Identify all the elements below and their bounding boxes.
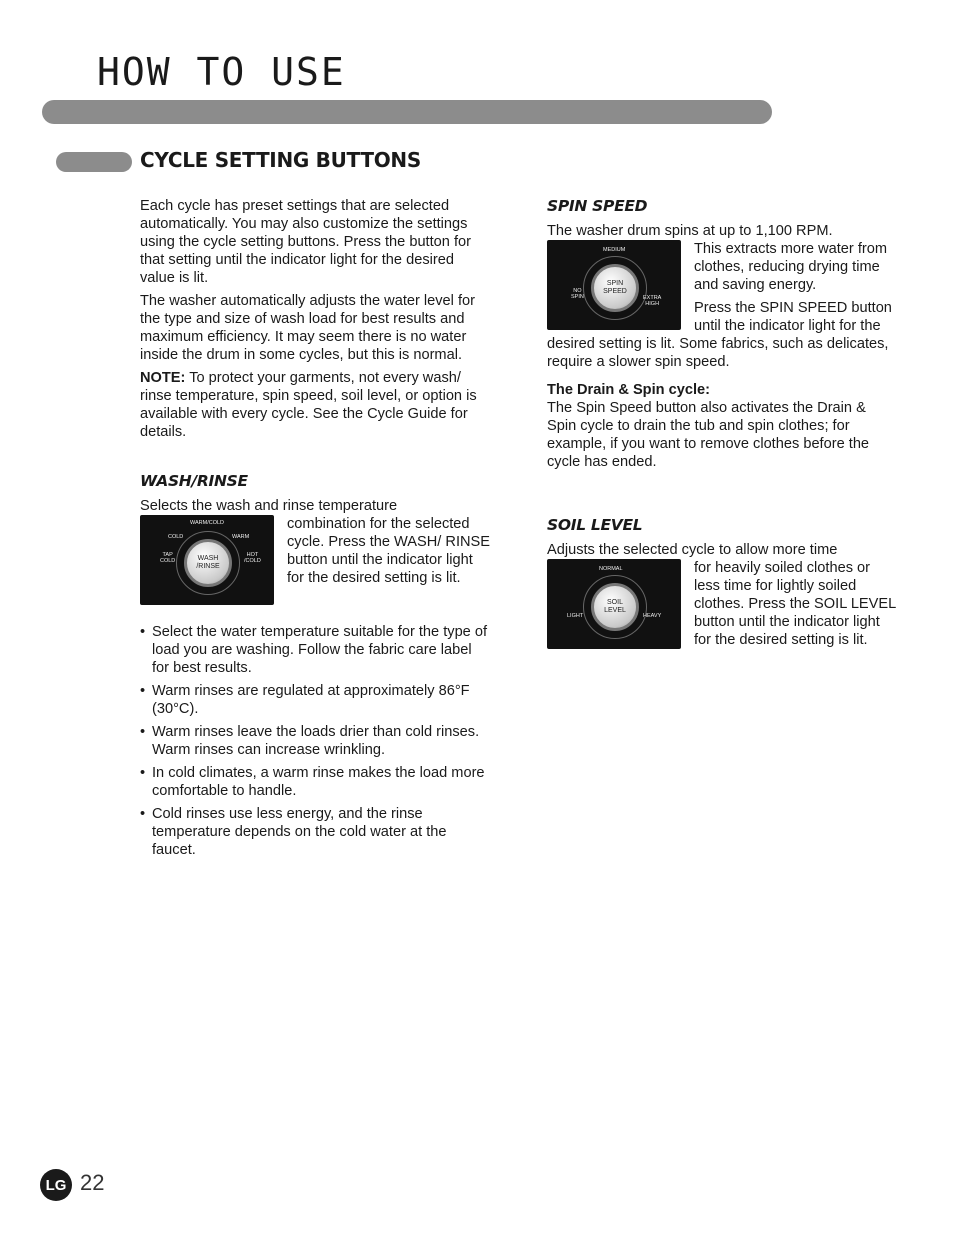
spin-label-left: NO SPIN <box>571 288 584 300</box>
wash-rinse-heading: WASH/RINSE <box>140 472 248 490</box>
note-paragraph <box>140 369 492 441</box>
bullet-item: • Warm rinses leave the loads drier than cold rinses. Warm rinses can increase wrinkling. <box>152 723 492 759</box>
spin-speed-lead: The washer drum spins at up to 1,100 RPM. <box>547 223 833 239</box>
soil-level-panel-image <box>547 559 681 649</box>
wash-label-left: TAP COLD <box>160 552 176 564</box>
soil-level-knob: SOIL LEVEL <box>591 583 639 631</box>
note-text: To protect your garments, not every wash/ rinse temperature, spin speed, soil level, or option is available with every cycle. See the Cycle Guide for details. <box>140 370 477 440</box>
left-column <box>140 197 492 864</box>
section-title: CYCLE SETTING BUTTONS <box>140 148 421 172</box>
bullet-item: • Cold rinses use less energy, and the rinse temperature depends on the cold water at the faucet. <box>152 805 492 859</box>
soil-label-top: NORMAL <box>599 566 623 572</box>
wash-rinse-lead: Selects the wash and rinse temperature <box>140 498 398 514</box>
drain-spin-heading: The Drain & Spin cycle: <box>547 382 711 398</box>
spin-speed-wrap-2: Press the SPIN SPEED button until the indicator light for the desired setting is lit. Some fabrics, such as delicates, require a slower spin speed. <box>547 300 892 370</box>
title-bar <box>42 100 772 124</box>
lg-logo-icon: LG <box>40 1169 72 1201</box>
right-column <box>547 197 899 654</box>
spin-speed-knob: SPIN SPEED <box>591 264 639 312</box>
note-label: NOTE: <box>140 370 186 386</box>
soil-label-left: LIGHT <box>567 613 584 619</box>
wash-rinse-panel-image <box>140 515 274 605</box>
intro-paragraph-2: The washer automatically adjusts the water level for the type and size of wash load for best results and maximum efficiency. It may seem there is no water inside the drum in some cycles, but this is normal. <box>140 293 476 363</box>
soil-level-wrap: for heavily soiled clothes or less time for lightly soiled clothes. Press the SOIL LEVEL button until the indicator light for the desired setting is lit. <box>694 560 896 648</box>
wash-rinse-knob: WASH /RINSE <box>184 539 232 587</box>
spin-label-right: EXTRA HIGH <box>643 295 662 307</box>
spin-speed-panel-image <box>547 240 681 330</box>
spin-label-top: MEDIUM <box>603 247 626 253</box>
bullet-item: • Warm rinses are regulated at approximately 86°F (30°C). <box>152 682 492 718</box>
spin-speed-wrap-1: This extracts more water from clothes, reducing drying time and saving energy. <box>694 241 888 293</box>
soil-level-heading: SOIL LEVEL <box>547 516 643 534</box>
page-title: HOW TO USE <box>97 50 346 94</box>
page-number: 22 <box>80 1170 105 1195</box>
wash-label-upper-left: COLD <box>168 534 184 540</box>
bullet-item: • Select the water temperature suitable for the type of load you are washing. Follow the fabric care label for best results. <box>152 623 492 677</box>
drain-spin-paragraph <box>547 381 899 471</box>
wash-rinse-wrap: combination for the selected cycle. Press the WASH/ RINSE button until the indicator light for the desired setting is lit. <box>287 516 491 586</box>
section-pill <box>56 152 132 172</box>
bullet-item: • In cold climates, a warm rinse makes the load more comfortable to handle. <box>152 764 492 800</box>
wash-label-right: HOT /COLD <box>244 552 261 564</box>
intro-paragraph-1: Each cycle has preset settings that are selected automatically. You may also customize the settings using the cycle setting buttons. Press the button for that setting until the indicator light for the desired value is lit. <box>140 198 471 286</box>
wash-label-upper-right: WARM <box>232 534 250 540</box>
wash-label-top: WARM/COLD <box>190 520 225 526</box>
wash-rinse-bullets <box>140 623 492 859</box>
drain-spin-text: The Spin Speed button also activates the Drain & Spin cycle to drain the tub and spin clothes; for example, if you want to remove clothes before the cycle has ended. <box>547 400 870 470</box>
soil-label-right: HEAVY <box>643 613 662 619</box>
spin-speed-heading: SPIN SPEED <box>547 197 648 215</box>
soil-level-lead: Adjusts the selected cycle to allow more time <box>547 542 838 558</box>
